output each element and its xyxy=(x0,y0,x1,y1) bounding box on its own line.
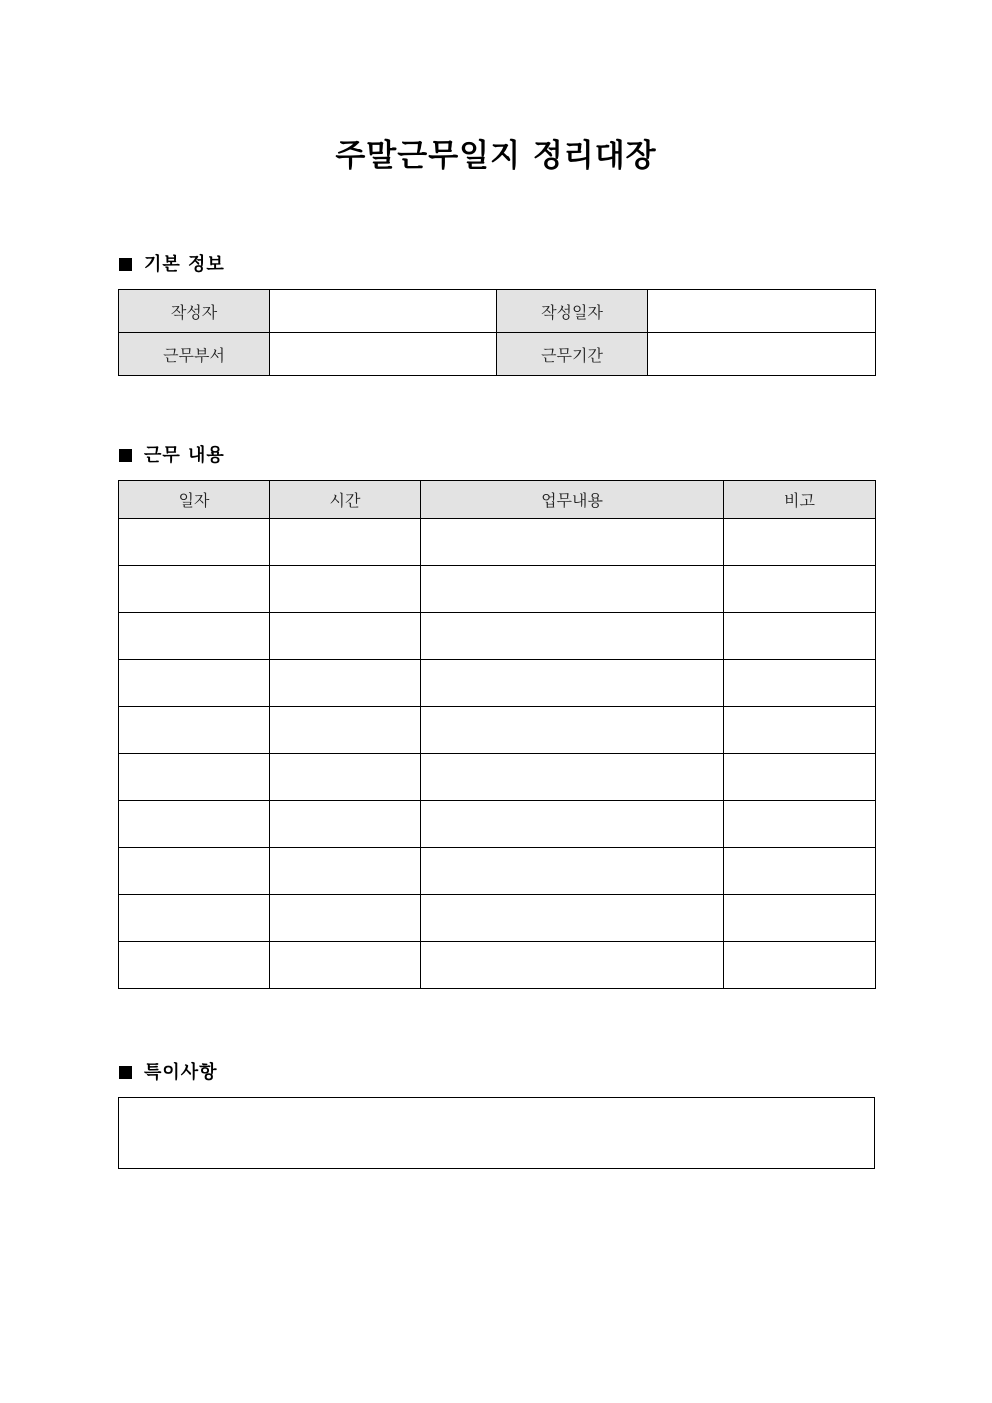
department-label: 근무부서 xyxy=(119,333,270,376)
task-cell[interactable] xyxy=(421,519,724,566)
date-cell[interactable] xyxy=(119,566,270,613)
remarks-cell[interactable] xyxy=(724,848,876,895)
remarks-cell[interactable] xyxy=(724,519,876,566)
remarks-cell[interactable] xyxy=(724,754,876,801)
basic-info-heading-text: 기본 정보 xyxy=(144,254,225,275)
table-row xyxy=(119,801,876,848)
table-header-row xyxy=(119,481,876,519)
table-row xyxy=(119,848,876,895)
table-row xyxy=(119,707,876,754)
notes-heading-text: 특이사항 xyxy=(144,1062,218,1083)
info-row xyxy=(119,290,876,333)
basic-info-heading xyxy=(119,253,225,277)
table-row xyxy=(119,754,876,801)
document-title: 주말근무일지 정리대장 xyxy=(335,138,657,174)
date-written-label: 작성일자 xyxy=(497,290,648,333)
remarks-cell[interactable] xyxy=(724,801,876,848)
date-cell[interactable] xyxy=(119,660,270,707)
task-cell[interactable] xyxy=(421,566,724,613)
time-cell[interactable] xyxy=(270,566,421,613)
time-cell[interactable] xyxy=(270,613,421,660)
task-cell[interactable] xyxy=(421,895,724,942)
date-cell[interactable] xyxy=(119,613,270,660)
date-cell[interactable] xyxy=(119,707,270,754)
date-cell[interactable] xyxy=(119,848,270,895)
remarks-cell[interactable] xyxy=(724,895,876,942)
time-cell[interactable] xyxy=(270,707,421,754)
square-bullet-icon xyxy=(119,258,132,271)
time-cell[interactable] xyxy=(270,848,421,895)
table-row xyxy=(119,519,876,566)
task-cell[interactable] xyxy=(421,848,724,895)
square-bullet-icon xyxy=(119,449,132,462)
date-cell[interactable] xyxy=(119,895,270,942)
remarks-cell[interactable] xyxy=(724,942,876,989)
remarks-cell[interactable] xyxy=(724,566,876,613)
table-row xyxy=(119,660,876,707)
task-cell[interactable] xyxy=(421,942,724,989)
remarks-cell[interactable] xyxy=(724,707,876,754)
column-header-date: 일자 xyxy=(119,481,270,519)
task-cell[interactable] xyxy=(421,801,724,848)
time-cell[interactable] xyxy=(270,895,421,942)
date-cell[interactable] xyxy=(119,801,270,848)
date-cell[interactable] xyxy=(119,942,270,989)
remarks-cell[interactable] xyxy=(724,660,876,707)
work-period-label: 근무기간 xyxy=(497,333,648,376)
task-cell[interactable] xyxy=(421,613,724,660)
time-cell[interactable] xyxy=(270,942,421,989)
task-cell[interactable] xyxy=(421,660,724,707)
author-label: 작성자 xyxy=(119,290,270,333)
square-bullet-icon xyxy=(119,1066,132,1079)
department-field[interactable] xyxy=(270,333,497,376)
column-header-task: 업무내용 xyxy=(421,481,724,519)
time-cell[interactable] xyxy=(270,519,421,566)
work-content-heading xyxy=(119,444,225,468)
time-cell[interactable] xyxy=(270,660,421,707)
date-cell[interactable] xyxy=(119,519,270,566)
date-written-field[interactable] xyxy=(648,290,876,333)
table-row xyxy=(119,942,876,989)
date-cell[interactable] xyxy=(119,754,270,801)
notes-heading xyxy=(119,1061,218,1085)
author-field[interactable] xyxy=(270,290,497,333)
work-content-table xyxy=(118,480,876,989)
info-row xyxy=(119,333,876,376)
basic-info-table xyxy=(118,289,876,376)
remarks-cell[interactable] xyxy=(724,613,876,660)
time-cell[interactable] xyxy=(270,801,421,848)
column-header-time: 시간 xyxy=(270,481,421,519)
time-cell[interactable] xyxy=(270,754,421,801)
column-header-remarks: 비고 xyxy=(724,481,876,519)
table-row xyxy=(119,895,876,942)
table-row xyxy=(119,566,876,613)
work-content-heading-text: 근무 내용 xyxy=(144,445,225,466)
task-cell[interactable] xyxy=(421,754,724,801)
table-row xyxy=(119,613,876,660)
task-cell[interactable] xyxy=(421,707,724,754)
notes-field[interactable] xyxy=(118,1097,875,1169)
work-period-field[interactable] xyxy=(648,333,876,376)
